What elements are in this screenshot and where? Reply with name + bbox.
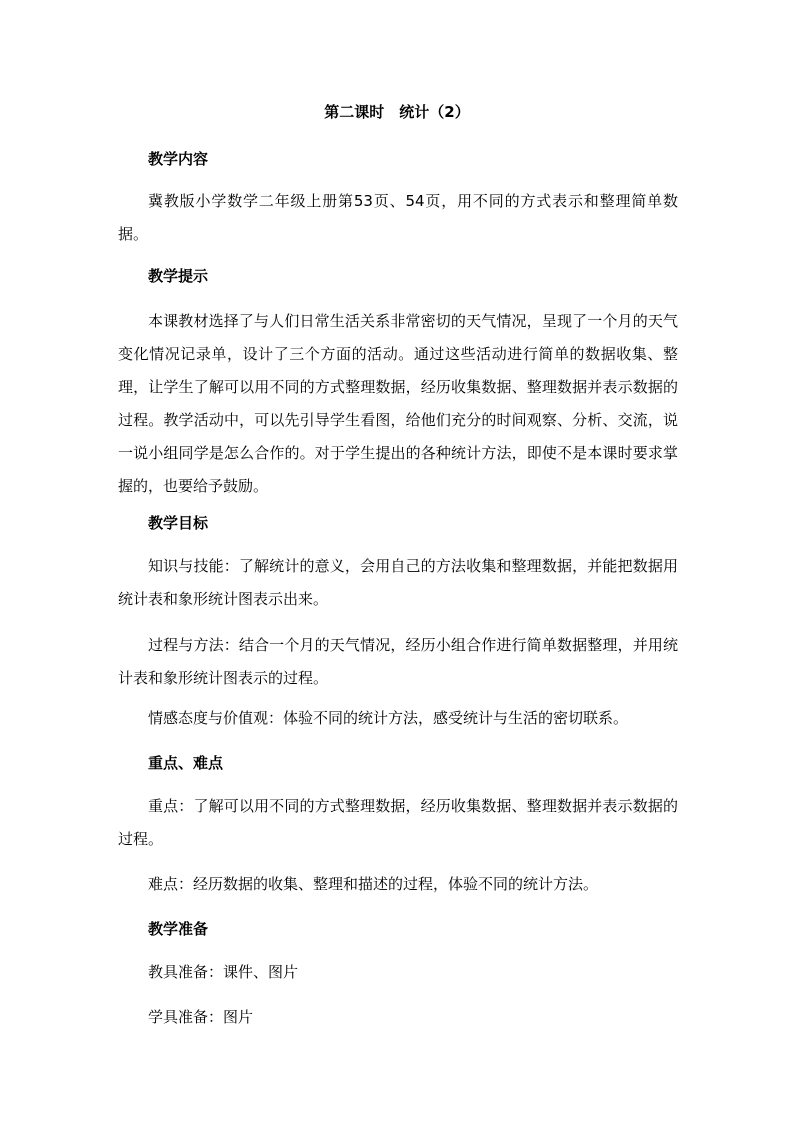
- paragraph-teaching-hint: 本课教材选择了与人们日常生活关系非常密切的天气情况，呈现了一个月的天气变化情况记录单，设计了三个方面的活动。通过这些活动进行简单的数据收集、整理，让学生了解可以用不同的方式整理数据，经历收集数据、整理数据并表示数据的过程。教学活动中，可以先引导学生看图，给他们充分的时间观察、分析、交流，说一说小组同学是怎么合作的。对于学生提出的各种统计方法，即使不是本课时要求掌握的，也要给予鼓励。: [118, 312, 678, 495]
- paragraph-student-preparation: 学具准备：图片: [148, 1008, 254, 1026]
- paragraph-key-point: 重点：了解可以用不同的方式整理数据，经历收集数据、整理数据并表示数据的过程。: [118, 797, 678, 848]
- heading-teaching-goals: 教学目标: [148, 514, 209, 532]
- page-title: 第二课时 统计（2）: [324, 103, 470, 121]
- paragraph-teacher-preparation: 教具准备：课件、图片: [148, 963, 299, 981]
- paragraph-teaching-content: 冀教版小学数学二年级上册第53页、54页，用不同的方式表示和整理简单数据。: [118, 192, 678, 243]
- heading-teaching-hint: 教学提示: [148, 267, 209, 285]
- heading-teaching-preparation: 教学准备: [148, 920, 209, 938]
- paragraph-goal-emotion: 情感态度与价值观：体验不同的统计方法，感受统计与生活的密切联系。: [148, 709, 629, 727]
- paragraph-goal-knowledge: 知识与技能：了解统计的意义，会用自己的方法收集和整理数据，并能把数据用统计表和象形统计图表示出来。: [118, 557, 678, 608]
- heading-teaching-content: 教学内容: [148, 150, 209, 168]
- paragraph-goal-process: 过程与方法：结合一个月的天气情况，经历小组合作进行简单数据整理，并用统计表和象形统计图表示的过程。: [118, 636, 678, 687]
- paragraph-difficulty: 难点：经历数据的收集、整理和描述的过程，体验不同的统计方法。: [148, 875, 599, 893]
- heading-key-points: 重点、难点: [148, 754, 224, 772]
